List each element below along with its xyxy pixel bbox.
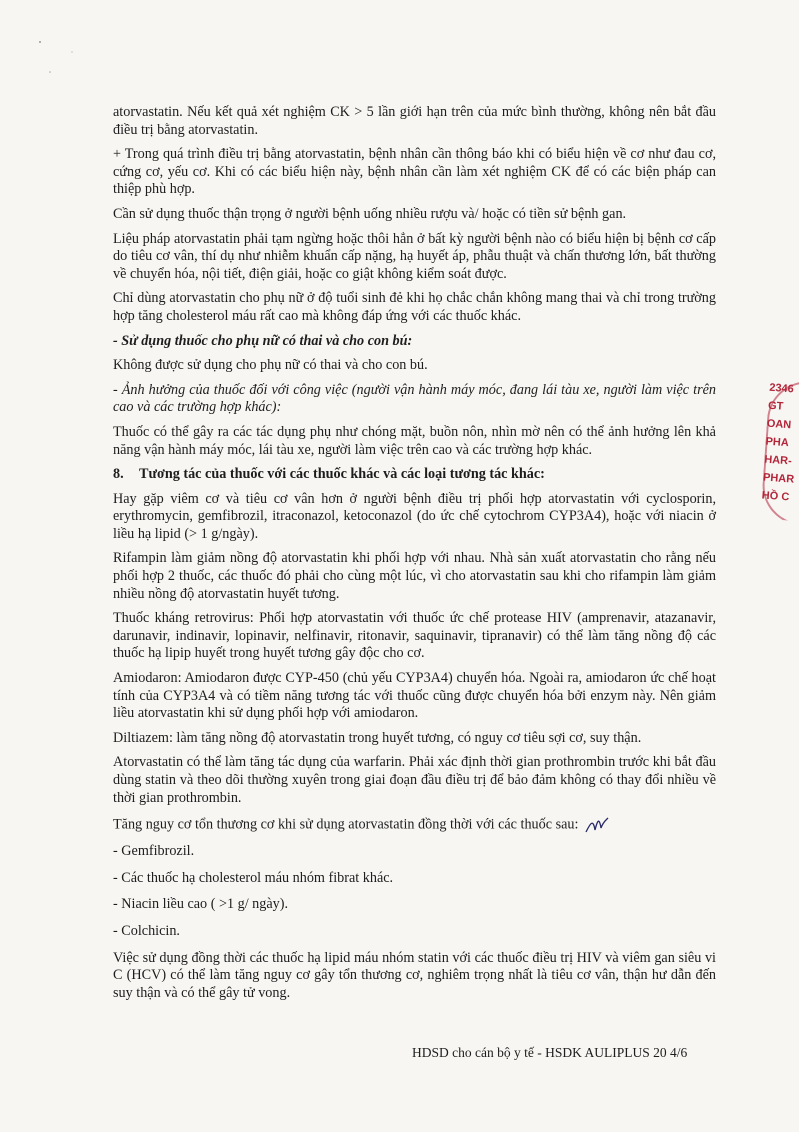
red-stamp [760,379,799,521]
stamp-text: HAR- [763,453,793,468]
list-item: - Các thuốc hạ cholesterol máu nhóm fibrat khác. [113,869,394,886]
stamp-text: GT [767,399,784,413]
section-subheading-pregnancy: - Sử dụng thuốc cho phụ nữ có thai và cho con bú: [113,332,413,349]
paragraph [113,814,716,836]
stamp-text: OAN [766,417,792,432]
section-title: Tương tác của thuốc với các thuốc khác và các loại tương tác khác: [139,466,545,483]
list-item: - Niacin liều cao ( >1 g/ ngày). [113,896,289,913]
paragraph: + Trong quá trình điều trị bằng atorvastatin, bệnh nhân cần thông báo khi có biểu hiện về cơ như đau cơ, cứng cơ, yếu cơ. Khi có các biểu hiện này, bệnh nhân cần làm xét nghiệm CK để có các biện pháp can thiệp phù hợp. [113,146,716,198]
paragraph: Chỉ dùng atorvastatin cho phụ nữ ở độ tuổi sinh đẻ khi họ chắc chắn không mang thai và chỉ trong trường hợp tăng cholesterol máu rất cao mà không đáp ứng với các thuốc khác. [113,290,716,324]
section-number: 8. [113,466,124,483]
paragraph: Liệu pháp atorvastatin phải tạm ngừng hoặc thôi hẳn ở bất kỳ người bệnh nào có biểu hiện bị bệnh cơ cấp do tiêu cơ vân, thí dụ như nhiễm khuẩn cấp nặng, hạ huyết áp, phẫu thuật và chấn thương lớn, bất thường về chuyển hóa, nội tiết, điện giải, hoặc co giật không kiểm soát được. [113,230,716,282]
paragraph: atorvastatin. Nếu kết quả xét nghiệm CK > 5 lần giới hạn trên của mức bình thường, không nên bắt đầu điều trị bằng atorvastatin. [113,104,716,138]
stamp-text: HỒ C [761,489,790,504]
list-item: - Colchicin. [113,922,180,939]
page-footer: HDSD cho cán bộ y tế - HSDK AULIPLUS 20 4/6 [412,1045,688,1060]
stamp-ring [760,379,799,521]
paragraph: Cần sử dụng thuốc thận trọng ở người bệnh uống nhiều rượu và/ hoặc có tiền sử bệnh gan. [113,205,627,222]
paragraph: Atorvastatin có thể làm tăng tác dụng của warfarin. Phải xác định thời gian prothrombin trước khi bắt đầu dùng statin và theo dõi thường xuyên trong giai đoạn đầu điều trị để bảo đảm không có thay đổi nhiều về thời gian prothrombin. [113,754,716,806]
scan-specks [0,0,120,120]
paragraph: Hay gặp viêm cơ và tiêu cơ vân hơn ở người bệnh điều trị phối hợp atorvastatin với cyclosporin, erythromycin, gemfibrozil, itraconazol, ketoconazol (do ức chế cytochrom CYP3A4), hoặc với niacin ở liều hạ lipid (> 1 g/ngày). [113,490,716,542]
paragraph: Thuốc có thể gây ra các tác dụng phụ như chóng mặt, buồn nôn, nhìn mờ nên có thể ảnh hưởng lên khả năng vận hành máy móc, lái tàu xe, người làm việc trên cao và các trường hợp khác. [113,423,716,458]
stamp-text: PHA [765,435,790,450]
stamp-text: 2346 [768,381,795,396]
paragraph: Việc sử dụng đồng thời các thuốc hạ lipid máu nhóm statin với các thuốc điều trị HIV và viêm gan siêu vi C (HCV) có thể làm tăng nguy cơ gây tổn thương cơ, nghiêm trọng nhất là tiêu cơ vân, thận hư dẫn đến suy thận và có thể gây tử vong. [113,949,716,1001]
stamp-text: PHAR [762,471,795,486]
document-body [113,104,716,1009]
paragraph: Thuốc kháng retrovirus: Phối hợp atorvastatin với thuốc ức chế protease HIV (amprenavir, atazanavir, darunavir, indinavir, lopinavir, nelfinavir, ritonavir, saquinavir, tipranavir) có thể làm tăng nồng độ các thuốc hạ lipip huyết trong huyết tương gây độc cho cơ. [113,610,716,662]
section-heading-8 [113,466,716,484]
paragraph: Rifampin làm giảm nồng độ atorvastatin khi phối hợp với nhau. Nhà sản xuất atorvastatin cho rằng nếu phối hợp 2 thuốc, các thuốc đó phải cho cùng một lúc, vì cho atorvastatin sau khi cho rifampin làm giảm nhiều nồng độ atorvastatin huyết tương. [113,550,716,602]
paragraph: Diltiazem: làm tăng nồng độ atorvastatin trong huyết tương, có nguy cơ tiêu sợi cơ, suy thận. [113,729,642,746]
signature-mark [584,814,610,836]
list-item: - Gemfibrozil. [113,843,195,860]
paragraph: Không được sử dụng cho phụ nữ có thai và cho con bú. [113,357,428,374]
paragraph: Amiodaron: Amiodaron được CYP-450 (chủ yếu CYP3A4) chuyển hóa. Ngoài ra, amiodaron ức chế hoạt tính của CYP3A4 và có tiềm năng tương tác với thuốc cũng được chuyển hóa bởi enzym này. Nên giảm liều atorvastatin khi sử dụng phối hợp với amiodaron. [113,670,716,722]
paragraph-text: Tăng nguy cơ tổn thương cơ khi sử dụng atorvastatin đồng thời với các thuốc sau: [113,816,579,833]
section-subheading-work: - Ảnh hưởng của thuốc đối với công việc (người vận hành máy móc, đang lái tàu xe, người làm việc trên cao và các trường hợp khác): [113,381,716,416]
